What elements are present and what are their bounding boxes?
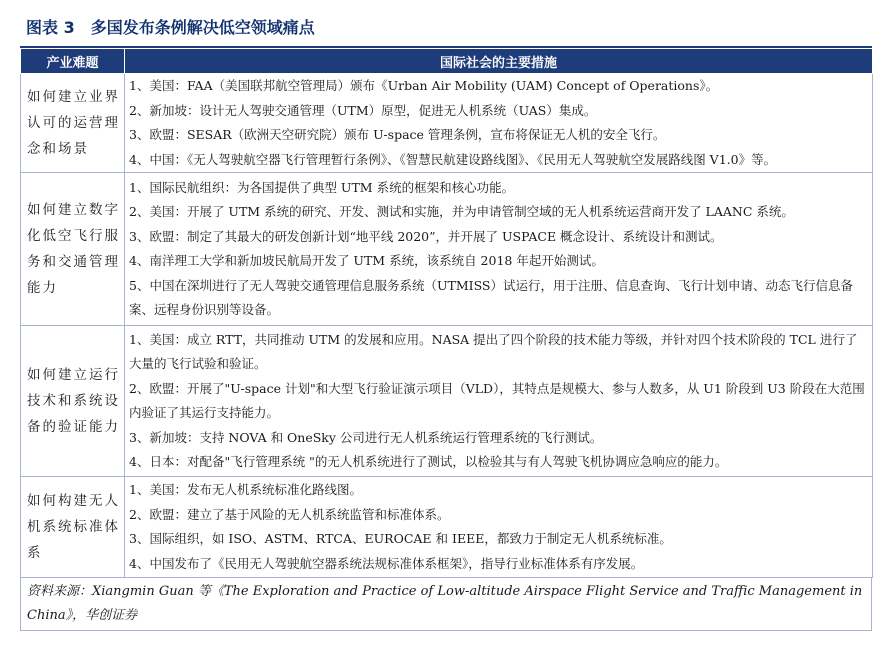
table-row <box>21 74 873 173</box>
table-row <box>21 173 873 326</box>
table-row <box>21 477 873 578</box>
measure-item: 1、美国：FAA（美国联邦航空管理局）颁布《Urban Air Mobility (UAM) Concept of Operations》。 <box>129 78 719 93</box>
measure-item: 1、美国：成立 RTT，共同推动 UTM 的发展和应用。NASA 提出了四个阶段的技术能力等级，并针对四个技术阶段的 TCL 进行了大量的飞行试验和验证。 <box>129 331 858 371</box>
measure-item: 2、欧盟：开展了"U-space 计划"和大型飞行验证演示项目（VLD），其特点是规模大、参与人数多，从 U1 阶段到 U3 阶段在大范围内验证了其运行支持能力。 <box>129 380 865 420</box>
row-category: 如何建立运行技术和系统设备的验证能力 <box>21 326 125 477</box>
measure-item: 3、新加坡：支持 NOVA 和 OneSky 公司进行无人机系统运行管理系统的飞行测试。 <box>129 429 603 445</box>
measure-item: 1、国际民航组织：为各国提供了典型 UTM 系统的框架和核心功能。 <box>129 179 515 195</box>
measure-item: 3、国际组织，如 ISO、ASTM、RTCA、EUROCAE 和 IEEE，都致力于制定无人机系统标准。 <box>129 531 672 546</box>
row-category: 如何建立业界认可的运营理念和场景 <box>21 74 125 173</box>
row-measures <box>125 477 873 578</box>
measure-item: 4、南洋理工大学和新加坡民航局开发了 UTM 系统，该系统自 2018 年起开始测试。 <box>129 253 604 268</box>
measure-item: 2、欧盟：建立了基于风险的无人机系统监管和标准体系。 <box>129 506 450 522</box>
figure-frame <box>20 10 872 631</box>
header-industry-problem: 产业难题 <box>21 49 125 74</box>
row-category: 如何构建无人机系统标准体系 <box>21 477 125 578</box>
row-measures <box>125 173 873 326</box>
measure-item: 3、欧盟：制定了其最大的研发创新计划“地平线 2020”，并开展了 USPACE 概念设计、系统设计和测试。 <box>129 228 723 244</box>
table-header-row <box>21 49 873 74</box>
measure-item: 3、欧盟：SESAR（欧洲天空研究院）颁布 U-space 管理条例，宣布将保证无人机的安全飞行。 <box>129 127 666 142</box>
measure-item: 4、中国：《无人驾驶航空器飞行管理暂行条例》、《智慧民航建设路线图》、《民用无人驾驶航空发展路线图 V1.0》等。 <box>129 151 777 167</box>
measures-table <box>20 48 873 578</box>
measure-item: 1、美国：发布无人机系统标准化路线图。 <box>129 482 362 497</box>
measure-item: 2、新加坡：设计无人驾驶交通管理（UTM）原型，促进无人机系统（UAS）集成。 <box>129 102 597 118</box>
source-note: 资料来源：Xiangmin Guan 等《The Exploration and Practice of Low-altitude Airspace Flight Service and Traffic Management in China》，华创证券 <box>20 578 872 631</box>
table-row <box>21 326 873 477</box>
measure-item: 5、中国在深圳进行了无人驾驶交通管理信息服务系统（UTMISS）试运行，用于注册、信息查询、飞行计划申请、动态飞行信息备案、远程身份识别等设备。 <box>129 277 853 317</box>
measure-item: 4、中国发布了《民用无人驾驶航空器系统法规标准体系框架》，指导行业标准体系有序发展。 <box>129 555 644 571</box>
measure-item: 2、美国：开展了 UTM 系统的研究、开发、测试和实施，并为申请管制空域的无人机系统运营商开发了 LAANC 系统。 <box>129 204 794 219</box>
figure-title: 图表 3 多国发布条例解决低空领域痛点 <box>20 10 872 48</box>
row-measures <box>125 326 873 477</box>
row-category: 如何建立数字化低空飞行服务和交通管理能力 <box>21 173 125 326</box>
header-international-measures: 国际社会的主要措施 <box>125 49 873 74</box>
measure-item: 4、日本：对配备"飞行管理系统 "的无人机系统进行了测试，以检验其与有人驾驶飞机协调应急响应的能力。 <box>129 454 728 469</box>
row-measures <box>125 74 873 173</box>
